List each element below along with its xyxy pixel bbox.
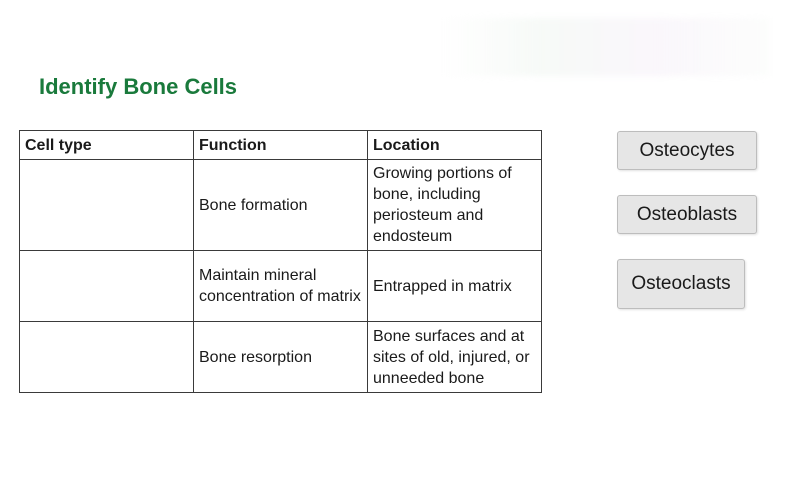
cell-type-drop-zone[interactable] (20, 322, 194, 393)
function-cell: Bone formation (194, 160, 368, 251)
option-osteoclasts[interactable]: Osteoclasts (617, 259, 745, 309)
table-row (20, 251, 542, 322)
location-cell: Growing portions of bone, including periosteum and endosteum (368, 160, 542, 251)
function-cell: Bone resorption (194, 322, 368, 393)
table-header-row (20, 131, 542, 160)
bone-cells-table (19, 130, 542, 393)
location-cell: Entrapped in matrix (368, 251, 542, 322)
faint-header-graphic (440, 18, 770, 76)
header-function: Function (194, 131, 368, 160)
table-row (20, 160, 542, 251)
page-title: Identify Bone Cells (39, 74, 238, 99)
cell-type-drop-zone[interactable] (20, 160, 194, 251)
option-osteocytes[interactable]: Osteocytes (617, 131, 757, 170)
header-location: Location (368, 131, 542, 160)
cell-type-drop-zone[interactable] (20, 251, 194, 322)
function-cell: Maintain mineral concentration of matrix (194, 251, 368, 322)
header-cell-type: Cell type (20, 131, 194, 160)
location-cell: Bone surfaces and at sites of old, injured, or unneeded bone (368, 322, 542, 393)
table-row (20, 322, 542, 393)
option-osteoblasts[interactable]: Osteoblasts (617, 195, 757, 234)
